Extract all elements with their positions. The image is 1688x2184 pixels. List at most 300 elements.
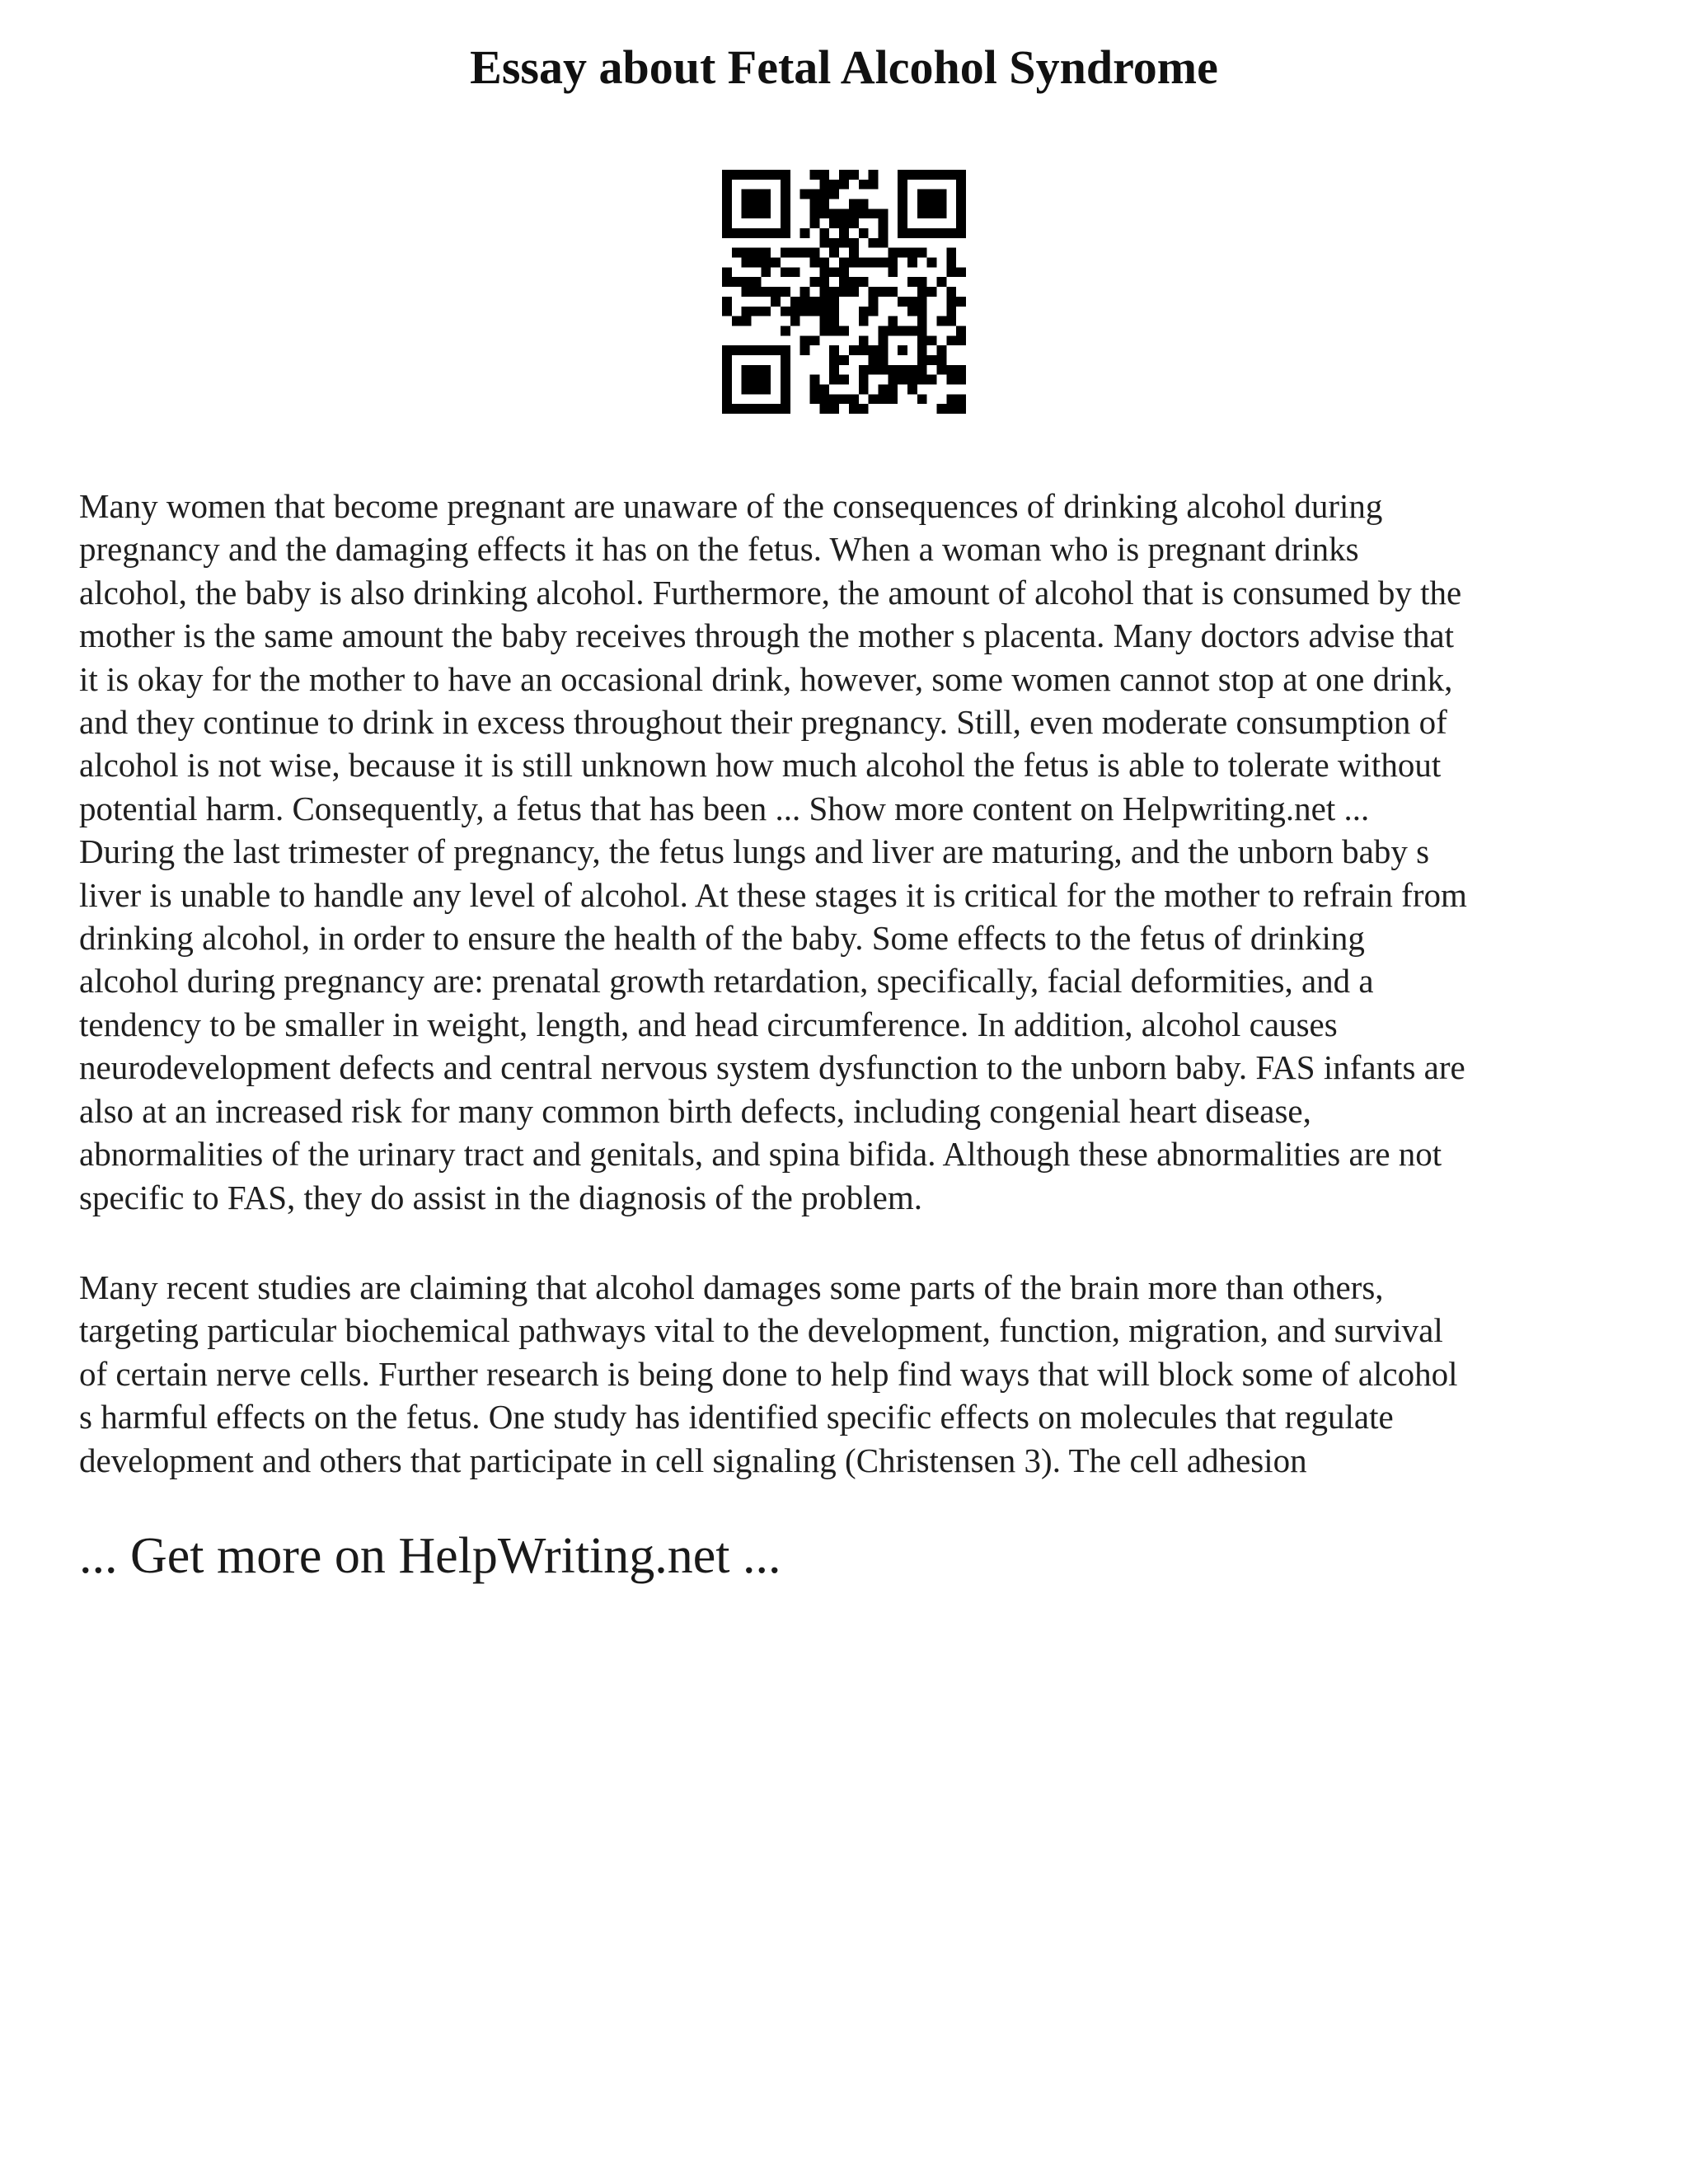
qr-module	[946, 375, 956, 385]
qr-module	[956, 218, 966, 228]
qr-module	[888, 316, 898, 326]
qr-module	[839, 218, 849, 228]
paragraph-line: tendency to be smaller in weight, length, and head circumference. In addition, alcohol causes	[79, 1005, 1338, 1043]
qr-module	[956, 326, 966, 335]
qr-module	[839, 287, 849, 297]
qr-module	[849, 170, 859, 180]
qr-module	[849, 277, 859, 287]
qr-module	[771, 297, 781, 307]
qr-module	[732, 316, 742, 326]
qr-module	[917, 287, 927, 297]
qr-module	[956, 209, 966, 218]
paragraph-line: targeting particular biochemical pathways vital to the development, function, migration, and survival	[79, 1311, 1443, 1350]
qr-module	[829, 287, 839, 297]
qr-module	[771, 287, 781, 297]
qr-module	[752, 199, 762, 209]
qr-module	[839, 375, 849, 385]
qr-module	[829, 297, 839, 307]
qr-module	[781, 384, 790, 394]
qr-module	[810, 170, 820, 180]
qr-module	[761, 307, 771, 316]
qr-module	[771, 170, 781, 180]
qr-module	[917, 199, 927, 209]
qr-module	[946, 307, 956, 316]
qr-module	[829, 365, 839, 375]
qr-module	[839, 180, 849, 190]
qr-module	[839, 355, 849, 365]
paragraph-line: Many women that become pregnant are unaware of the consequences of drinking alcohol during	[79, 487, 1383, 525]
qr-module	[810, 248, 820, 258]
paragraph-line: potential harm. Consequently, a fetus that has been ... Show more content on Helpwriting.net ...	[79, 789, 1370, 827]
qr-module	[819, 258, 829, 268]
qr-module	[888, 287, 898, 297]
qr-module	[946, 267, 956, 277]
qr-module	[907, 326, 917, 335]
qr-module	[752, 228, 762, 238]
qr-module	[898, 326, 907, 335]
qr-module	[839, 238, 849, 248]
qr-module	[869, 209, 879, 218]
qr-module	[752, 170, 762, 180]
qr-module	[742, 277, 752, 287]
qr-module	[907, 375, 917, 385]
paragraph-line: abnormalities of the urinary tract and genitals, and spina bifida. Although these abnormalities are not	[79, 1135, 1442, 1174]
qr-module	[859, 277, 869, 287]
qr-module	[956, 199, 966, 209]
qr-module	[849, 199, 859, 209]
qr-module	[907, 258, 917, 268]
qr-module	[752, 375, 762, 385]
qr-module	[898, 297, 907, 307]
qr-module	[878, 326, 888, 335]
qr-module	[839, 277, 849, 287]
qr-module	[781, 180, 790, 190]
qr-module	[781, 404, 790, 414]
qr-module	[878, 228, 888, 238]
paragraph-line: During the last trimester of pregnancy, the fetus lungs and liver are maturing, and the unborn baby s	[79, 832, 1430, 871]
qr-module	[898, 199, 907, 209]
qr-module	[917, 394, 927, 404]
qr-module	[898, 190, 907, 199]
qr-module	[927, 199, 937, 209]
qr-module	[722, 297, 732, 307]
qr-module	[752, 287, 762, 297]
qr-module	[956, 228, 966, 238]
qr-module	[907, 307, 917, 316]
qr-module	[800, 297, 810, 307]
qr-module	[917, 228, 927, 238]
qr-module	[829, 218, 839, 228]
qr-module	[849, 287, 859, 297]
qr-module	[752, 307, 762, 316]
qr-module	[917, 375, 927, 385]
qr-module	[898, 228, 907, 238]
paragraph-line: also at an increased risk for many common birth defects, including congenial heart disease,	[79, 1091, 1311, 1130]
qr-module	[956, 404, 966, 414]
qr-module	[781, 394, 790, 404]
qr-module	[781, 375, 790, 385]
qr-module	[752, 277, 762, 287]
qr-module	[819, 190, 829, 199]
qr-module	[878, 218, 888, 228]
qr-module	[898, 170, 907, 180]
qr-module	[732, 277, 742, 287]
qr-module	[771, 345, 781, 355]
qr-module	[790, 307, 800, 316]
qr-module	[869, 297, 879, 307]
get-more-link[interactable]: ... Get more on HelpWriting.net ...	[79, 1528, 781, 1584]
page-title: Essay about Fetal Alcohol Syndrome	[470, 40, 1218, 94]
qr-module	[917, 307, 927, 316]
qr-module	[771, 404, 781, 414]
qr-module	[888, 375, 898, 385]
qr-module	[898, 248, 907, 258]
qr-module	[946, 170, 956, 180]
qr-module	[819, 326, 829, 335]
qr-module	[752, 404, 762, 414]
qr-module	[946, 394, 956, 404]
paragraph-line: of certain nerve cells. Further research is being done to help find ways that will block some of alcohol	[79, 1354, 1458, 1393]
qr-module	[732, 170, 742, 180]
qr-module	[859, 375, 869, 385]
qr-module	[946, 258, 956, 268]
qr-module	[810, 297, 820, 307]
qr-module	[869, 238, 879, 248]
qr-module	[917, 355, 927, 365]
qr-module	[917, 297, 927, 307]
qr-module	[829, 267, 839, 277]
qr-module	[781, 326, 790, 335]
qr-module	[752, 190, 762, 199]
qr-module	[907, 248, 917, 258]
qr-module	[859, 180, 869, 190]
qr-module	[869, 170, 879, 180]
qr-module	[819, 199, 829, 209]
qr-module	[819, 384, 829, 394]
qr-module	[829, 355, 839, 365]
qr-module	[781, 267, 790, 277]
qr-module	[829, 394, 839, 404]
qr-module	[878, 209, 888, 218]
qr-module	[771, 228, 781, 238]
qr-module	[742, 307, 752, 316]
qr-module	[927, 209, 937, 218]
qr-module	[800, 228, 810, 238]
qr-module	[869, 287, 879, 297]
qr-module	[810, 199, 820, 209]
paragraph-line: alcohol is not wise, because it is still unknown how much alcohol the fetus is able to tolerate without	[79, 746, 1442, 785]
qr-module	[869, 394, 879, 404]
qr-module	[810, 209, 820, 218]
qr-module	[800, 248, 810, 258]
qr-module	[752, 209, 762, 218]
qr-module	[781, 209, 790, 218]
qr-module	[781, 218, 790, 228]
qr-module	[956, 365, 966, 375]
qr-module	[781, 365, 790, 375]
qr-module	[819, 404, 829, 414]
qr-module	[761, 375, 771, 385]
qr-module	[946, 248, 956, 258]
qr-module	[859, 384, 869, 394]
qr-module	[829, 404, 839, 414]
qr-module	[722, 375, 732, 385]
qr-module	[800, 345, 810, 355]
qr-module	[790, 316, 800, 326]
qr-module	[849, 345, 859, 355]
qr-module	[722, 190, 732, 199]
paragraph-line: development and others that participate in cell signaling (Christensen 3). The cell adhesion	[79, 1441, 1307, 1479]
qr-module	[859, 307, 869, 316]
qr-module	[859, 345, 869, 355]
qr-module	[859, 335, 869, 345]
qr-module	[849, 404, 859, 414]
qr-module	[752, 248, 762, 258]
paragraph-line: neurodevelopment defects and central nervous system dysfunction to the unborn baby. FAS infants are	[79, 1048, 1465, 1087]
qr-module	[819, 307, 829, 316]
qr-module	[829, 248, 839, 258]
qr-module	[839, 170, 849, 180]
qr-module	[936, 190, 946, 199]
qr-module	[878, 287, 888, 297]
qr-module	[849, 238, 859, 248]
qr-module	[869, 180, 879, 190]
qr-module	[742, 199, 752, 209]
qr-module	[829, 209, 839, 218]
qr-module	[810, 384, 820, 394]
qr-module	[819, 297, 829, 307]
qr-module	[927, 170, 937, 180]
qr-module	[829, 345, 839, 355]
qr-module	[917, 248, 927, 258]
qr-code-icon	[722, 170, 966, 414]
qr-module	[781, 190, 790, 199]
qr-module	[839, 209, 849, 218]
qr-module	[839, 326, 849, 335]
qr-module	[829, 326, 839, 335]
qr-module	[722, 218, 732, 228]
qr-module	[781, 307, 790, 316]
paragraph-line: alcohol during pregnancy are: prenatal growth retardation, specifically, facial deformities, and a	[79, 962, 1374, 1001]
qr-module	[859, 316, 869, 326]
qr-module	[722, 267, 732, 277]
qr-module	[742, 209, 752, 218]
qr-module	[810, 258, 820, 268]
qr-module	[907, 365, 917, 375]
qr-module	[936, 199, 946, 209]
qr-module	[917, 170, 927, 180]
qr-module	[917, 209, 927, 218]
qr-module	[849, 209, 859, 218]
qr-module	[869, 365, 879, 375]
qr-module	[722, 170, 732, 180]
qr-module	[752, 365, 762, 375]
qr-module	[819, 287, 829, 297]
qr-module	[936, 170, 946, 180]
qr-module	[878, 384, 888, 394]
qr-module	[936, 345, 946, 355]
qr-module	[898, 375, 907, 385]
qr-module	[859, 199, 869, 209]
qr-module	[898, 218, 907, 228]
qr-module	[859, 228, 869, 238]
qr-module	[859, 258, 869, 268]
qr-module	[761, 228, 771, 238]
qr-module	[742, 287, 752, 297]
qr-module	[742, 375, 752, 385]
qr-module	[888, 267, 898, 277]
qr-module	[927, 287, 937, 297]
paragraph-line: alcohol, the baby is also drinking alcohol. Furthermore, the amount of alcohol that is consumed by the	[79, 573, 1462, 612]
qr-module	[878, 345, 888, 355]
paragraph-line: mother is the same amount the baby receives through the mother s placenta. Many doctors advise that	[79, 616, 1454, 655]
qr-module	[722, 307, 732, 316]
qr-module	[888, 248, 898, 258]
qr-module	[742, 365, 752, 375]
qr-module	[819, 316, 829, 326]
qr-module	[898, 345, 907, 355]
paragraph-line: specific to FAS, they do assist in the diagnosis of the problem.	[79, 1178, 922, 1216]
qr-module	[742, 228, 752, 238]
qr-module	[898, 180, 907, 190]
qr-module	[956, 170, 966, 180]
qr-module	[946, 365, 956, 375]
essay-paragraph-1	[79, 485, 1620, 1219]
qr-module	[917, 345, 927, 355]
qr-module	[878, 238, 888, 248]
qr-module	[956, 180, 966, 190]
paragraph-line: drinking alcohol, in order to ensure the health of the baby. Some effects to the fetus of drinking	[79, 919, 1365, 958]
qr-module	[819, 277, 829, 287]
qr-module	[800, 307, 810, 316]
qr-module	[849, 394, 859, 404]
qr-module	[761, 287, 771, 297]
qr-module	[888, 258, 898, 268]
qr-module	[800, 287, 810, 297]
qr-module	[742, 316, 752, 326]
qr-module	[946, 404, 956, 414]
qr-module	[722, 180, 732, 190]
qr-module	[936, 277, 946, 287]
qr-module	[878, 335, 888, 345]
qr-module	[927, 355, 937, 365]
qr-module	[936, 228, 946, 238]
qr-module	[781, 345, 790, 355]
qr-module	[742, 384, 752, 394]
qr-module	[839, 258, 849, 268]
qr-module	[839, 394, 849, 404]
qr-module	[946, 316, 956, 326]
qr-module	[819, 238, 829, 248]
qr-module	[742, 258, 752, 268]
qr-module	[956, 297, 966, 307]
qr-module	[722, 277, 732, 287]
qr-module	[917, 316, 927, 326]
qr-module	[752, 384, 762, 394]
qr-module	[722, 404, 732, 414]
qr-module	[810, 335, 820, 345]
qr-module	[742, 170, 752, 180]
qr-module	[810, 190, 820, 199]
qr-module	[781, 287, 790, 297]
qr-module	[878, 365, 888, 375]
qr-module	[819, 170, 829, 180]
qr-module	[761, 345, 771, 355]
qr-module	[907, 277, 917, 287]
qr-module	[936, 316, 946, 326]
qr-module	[732, 248, 742, 258]
qr-module	[927, 258, 937, 268]
qr-module	[888, 394, 898, 404]
qr-module	[917, 326, 927, 335]
paragraph-line: it is okay for the mother to have an occasional drink, however, some women cannot stop at one drink,	[79, 659, 1453, 698]
qr-module	[878, 258, 888, 268]
qr-module	[790, 267, 800, 277]
qr-module	[859, 365, 869, 375]
qr-module	[752, 345, 762, 355]
qr-module	[869, 345, 879, 355]
qr-module	[722, 394, 732, 404]
qr-module	[839, 228, 849, 238]
essay-paragraph-2	[79, 1266, 1620, 1482]
qr-module	[819, 267, 829, 277]
qr-module	[859, 209, 869, 218]
qr-module	[761, 384, 771, 394]
qr-module	[742, 345, 752, 355]
qr-module	[829, 375, 839, 385]
qr-module	[761, 248, 771, 258]
qr-module	[927, 335, 937, 345]
qr-module	[829, 190, 839, 199]
qr-module	[790, 248, 800, 258]
qr-module	[936, 365, 946, 375]
qr-module	[819, 394, 829, 404]
qr-module	[810, 394, 820, 404]
qr-module	[849, 258, 859, 268]
paragraph-line: liver is unable to handle any level of alcohol. At these stages it is critical for the mother to refrain from	[79, 875, 1467, 914]
qr-module	[742, 190, 752, 199]
paragraph-line: pregnancy and the damaging effects it has on the fetus. When a woman who is pregnant drinks	[79, 530, 1359, 569]
qr-module	[869, 307, 879, 316]
qr-module	[888, 384, 898, 394]
qr-module	[742, 248, 752, 258]
qr-module	[781, 199, 790, 209]
qr-module	[829, 180, 839, 190]
qr-module	[927, 375, 937, 385]
qr-module	[859, 404, 869, 414]
qr-module	[722, 199, 732, 209]
qr-module	[936, 209, 946, 218]
qr-module	[917, 335, 927, 345]
qr-module	[742, 404, 752, 414]
qr-module	[829, 238, 839, 248]
qr-module	[946, 287, 956, 297]
qr-module	[722, 209, 732, 218]
qr-module	[898, 365, 907, 375]
qr-module	[869, 355, 879, 365]
qr-module	[829, 316, 839, 326]
qr-module	[790, 297, 800, 307]
qr-module	[732, 228, 742, 238]
qr-module	[907, 170, 917, 180]
qr-module	[829, 307, 839, 316]
qr-module	[956, 190, 966, 199]
qr-module	[732, 404, 742, 414]
qr-module	[956, 267, 966, 277]
qr-module	[781, 228, 790, 238]
qr-code	[722, 170, 966, 414]
qr-module	[810, 307, 820, 316]
